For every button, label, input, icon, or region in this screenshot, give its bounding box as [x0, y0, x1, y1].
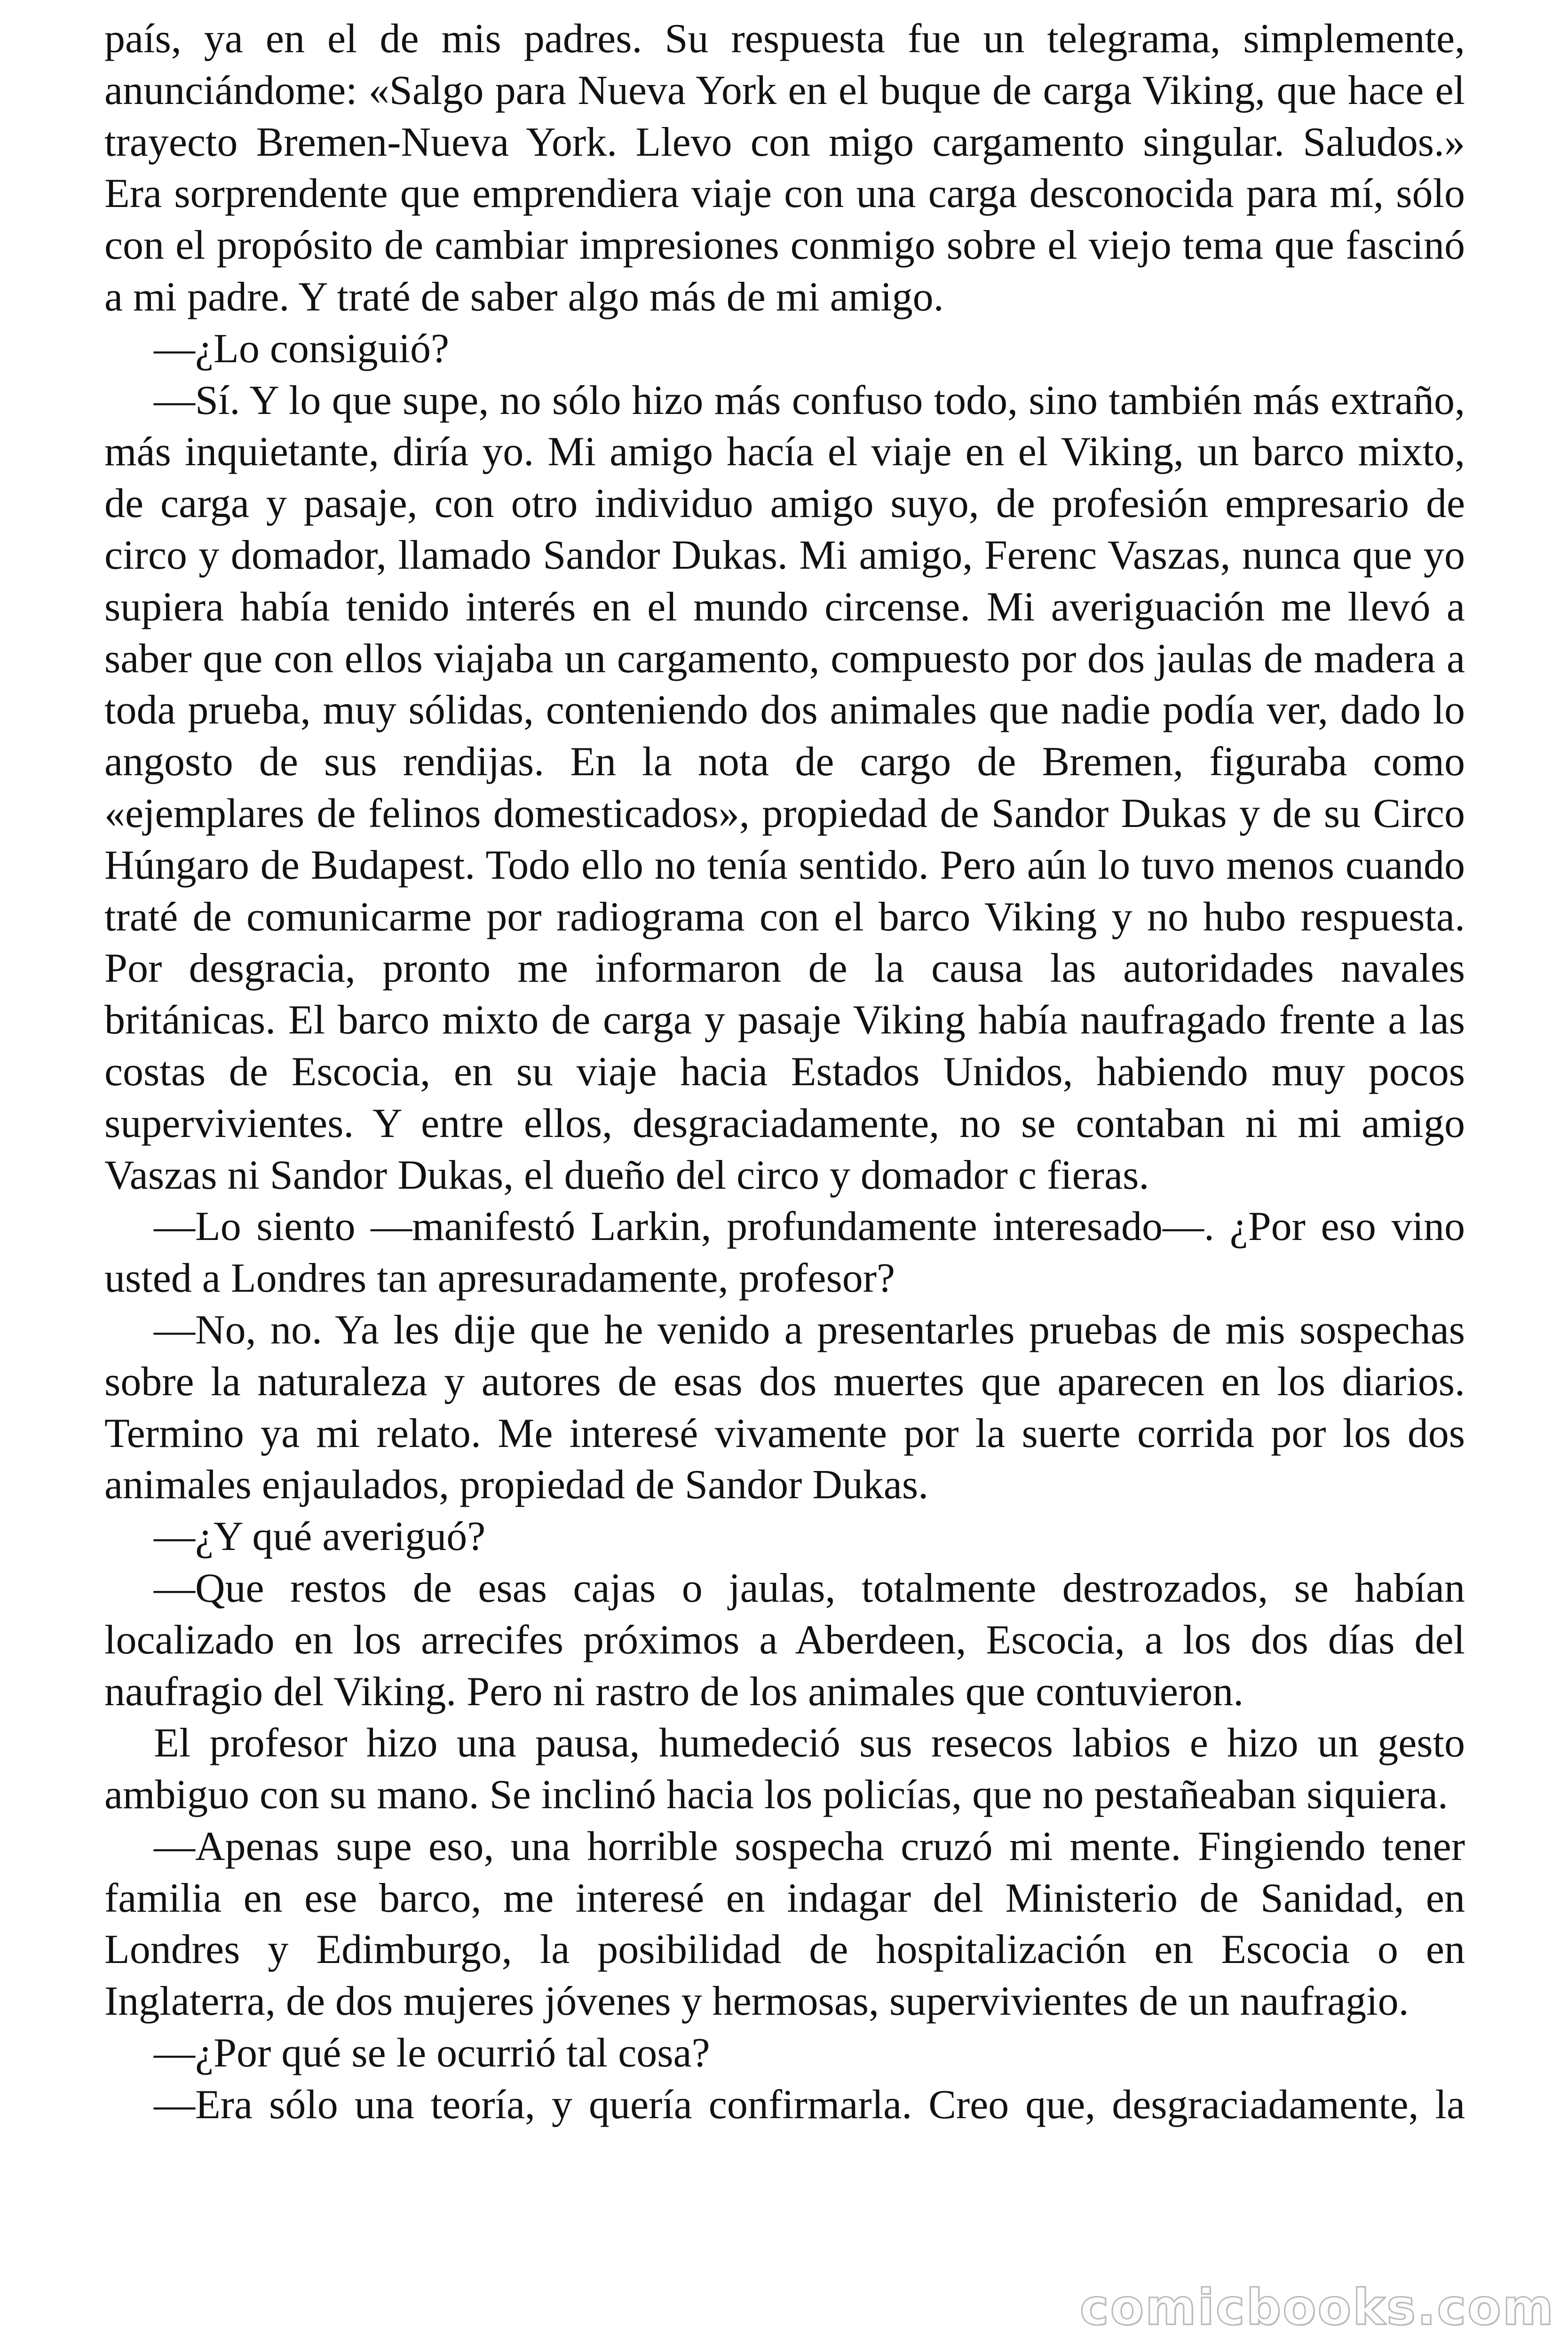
- paragraph-5: —No, no. Ya les dije que he venido a presentarles pruebas de mis sospechas sobre la naturaleza y autores de esas dos muertes que aparecen en los diarios. Termino ya mi relato. Me interesé vivamente por la suerte corrida por los dos animales enjaulados, propiedad de Sandor Dukas.: [104, 1307, 1465, 1508]
- watermark-logo: comicbooks.com: [1079, 2279, 1555, 2336]
- paragraph-7: —Que restos de esas cajas o jaulas, totalmente destrozados, se habían localizado en los arrecifes próximos a Aberdeen, Escocia, a los dos días del naufragio del Viking. Pero ni rastro de los animales que contuvieron.: [104, 1565, 1465, 1715]
- paragraph-1: país, ya en el de mis padres. Su respuesta fue un telegrama, simplemente, anunciándome: «Salgo para Nueva York en el buque de carga Viking, que hace el trayecto Bremen-Nueva York. Llevo con migo cargamento singular. Saludos.» Era sorprendente que emprendiera viaje con una carga desconocida para mí, sólo con el propósito de cambiar impresiones conmigo sobre el viejo tema que fascinó a mi padre. Y traté de saber algo más de mi amigo.: [104, 16, 1465, 320]
- paragraph-3: —Sí. Y lo que supe, no sólo hizo más confuso todo, sino también más extraño, más inquietante, diría yo. Mi amigo hacía el viaje en el Viking, un barco mixto, de carga y pasaje, con otro individuo amigo suyo, de profesión empresario de circo y domador, llamado Sandor Dukas. Mi amigo, Ferenc Vaszas, nunca que yo supiera había tenido interés en el mundo circense. Mi averiguación me llevó a saber que con ellos viajaba un cargamento, compuesto por dos jaulas de madera a toda prueba, muy sólidas, conteniendo dos animales que nadie podía ver, dado lo angosto de sus rendijas. En la nota de cargo de Bremen, figuraba como «ejemplares de felinos domesticados», propiedad de Sandor Dukas y de su Circo Húngaro de Budapest. Todo ello no tenía sentido. Pero aún lo tuvo menos cuando traté de comunicarme por radiograma con el barco Viking y no hubo respuesta. Por desgracia, pronto me informaron de la causa las autoridades navales británicas. El barco mixto de carga y pasaje Viking había naufragado frente a las costas de Escocia, en su viaje hacia Estados Unidos, habiendo muy pocos supervivientes. Y entre ellos, desgraciadamente, no se contaban ni mi amigo Vaszas ni Sandor Dukas, el dueño del circo y domador c fieras.: [104, 377, 1465, 1198]
- paragraph-11: —Era sólo una teoría, y quería confirmarla. Creo que, desgraciadamente, la: [154, 2082, 1465, 2128]
- paragraph-2: —¿Lo consiguió?: [154, 326, 450, 372]
- paragraph-8: El profesor hizo una pausa, humedeció sus resecos labios e hizo un gesto ambiguo con su mano. Se inclinó hacia los policías, que no pestañeaban siquiera.: [104, 1720, 1465, 1818]
- paragraph-10: —¿Por qué se le ocurrió tal cosa?: [154, 2030, 710, 2076]
- paragraph-9: —Apenas supe eso, una horrible sospecha cruzó mi mente. Fingiendo tener familia en ese barco, me interesé en indagar del Ministerio de Sanidad, en Londres y Edimburgo, la posibilidad de hospitalización en Escocia o en Inglaterra, de dos mujeres jóvenes y hermosas, supervivientes de un naufragio.: [104, 1823, 1465, 2025]
- paragraph-6: —¿Y qué averiguó?: [154, 1514, 486, 1560]
- document-page: [104, 13, 1465, 2131]
- paragraph-4: —Lo siento —manifestó Larkin, profundamente interesado—. ¿Por eso vino usted a Londres tan apresuradamente, profesor?: [104, 1204, 1465, 1302]
